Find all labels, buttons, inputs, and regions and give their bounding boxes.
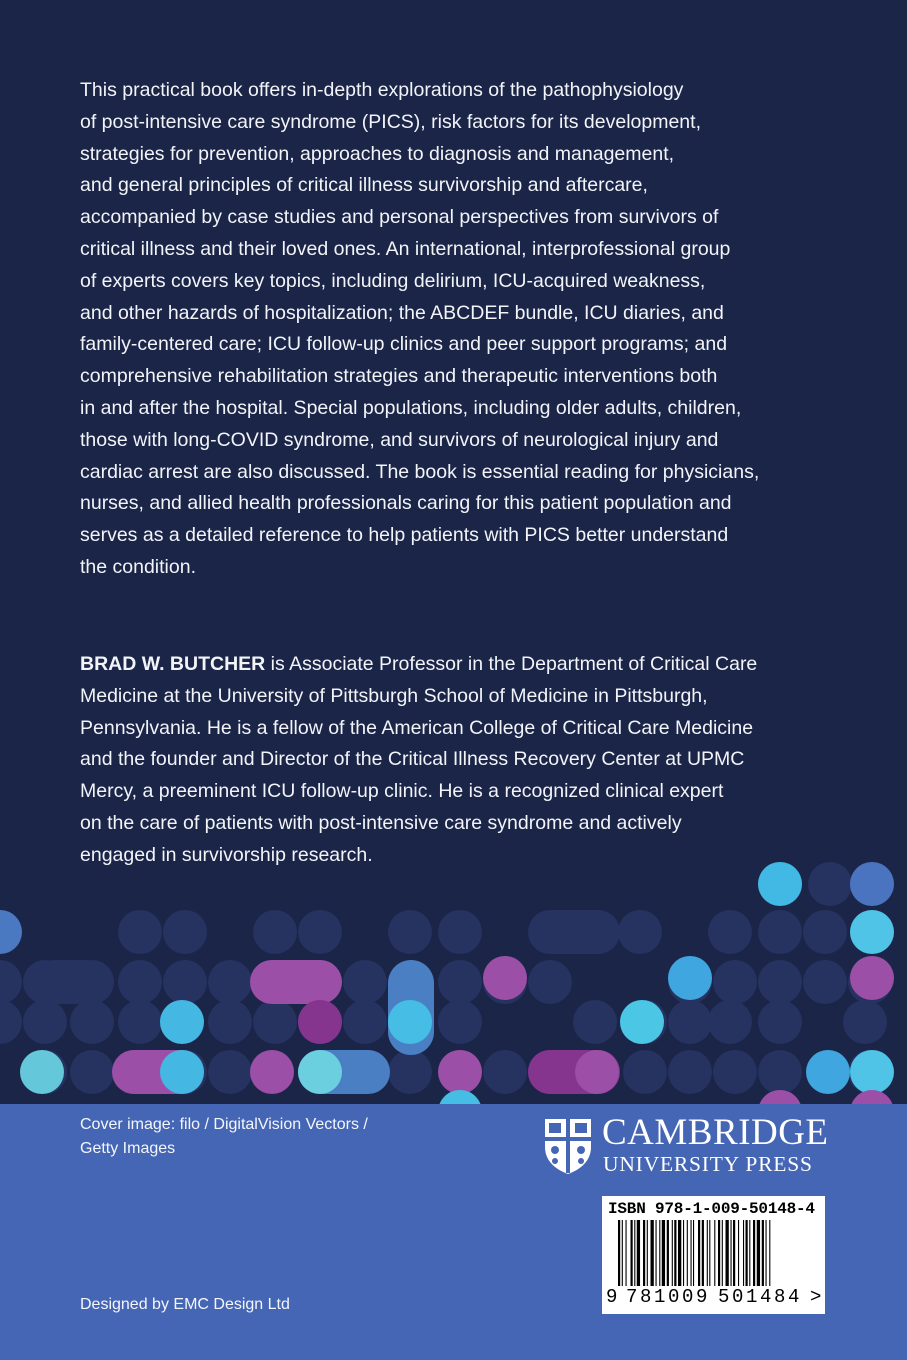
barcode-bar xyxy=(702,1220,704,1286)
author-bio-text: is Associate Professor in the Department of Critical Care xyxy=(265,653,758,675)
barcode-bar xyxy=(709,1220,710,1286)
barcode-bar xyxy=(618,1220,620,1286)
barcode-bar xyxy=(743,1220,744,1286)
barcode-bar xyxy=(643,1220,645,1286)
barcode-bar xyxy=(667,1220,669,1286)
description-line: accompanied by case studies and personal perspectives from survivors of xyxy=(80,206,719,229)
barcode-digit: 0 xyxy=(668,1286,680,1308)
barcode-digit: 0 xyxy=(732,1286,744,1308)
author-bio-line: on the care of patients with post-intensive care syndrome and actively xyxy=(80,811,682,834)
description-line: This practical book offers in-depth explorations of the pathophysiology xyxy=(80,79,684,101)
author-name: BRAD W. BUTCHER xyxy=(80,653,266,675)
description-line: those with long-COVID syndrome, and survivors of neurological injury and xyxy=(80,428,719,451)
barcode-bar xyxy=(622,1220,623,1286)
barcode-bar xyxy=(746,1220,748,1286)
barcode-bar xyxy=(714,1220,715,1286)
publisher-subtitle: UNIVERSITY PRESS xyxy=(603,1152,813,1176)
barcode-digit: 5 xyxy=(718,1286,730,1308)
barcode-bar xyxy=(631,1220,633,1286)
description-line: of experts covers key topics, including delirium, ICU-acquired weakness, xyxy=(80,269,706,292)
author-bio-line: Pennsylvania. He is a fellow of the American College of Critical Care Medicine xyxy=(80,716,754,739)
barcode-bar xyxy=(687,1220,688,1286)
author-bio-line: Mercy, a preeminent ICU follow-up clinic. He is a recognized clinical expert xyxy=(80,780,724,803)
barcode-bar xyxy=(707,1220,708,1286)
barcode-digit: 4 xyxy=(788,1286,800,1308)
isbn-barcode xyxy=(602,1196,825,1314)
author-bio-line: Medicine at the University of Pittsburgh School of Medicine in Pittsburgh, xyxy=(80,684,708,707)
barcode-bar xyxy=(769,1220,770,1286)
barcode-digit: 8 xyxy=(774,1286,786,1308)
book-description xyxy=(80,75,840,584)
barcode-bar xyxy=(733,1220,735,1286)
barcode-bar xyxy=(757,1220,760,1286)
barcode-bar xyxy=(693,1220,694,1286)
barcode-bar xyxy=(683,1220,684,1286)
author-bio-line: engaged in survivorship research. xyxy=(80,843,373,866)
barcode-bar xyxy=(698,1220,700,1286)
description-line: critical illness and their loved ones. An international, interprofessional group xyxy=(80,237,731,260)
description-line: serves as a detailed reference to help patients with PICS better understand xyxy=(80,524,729,547)
author-bio-line: and the founder and Director of the Critical Illness Recovery Center at UPMC xyxy=(80,748,745,771)
description-line: comprehensive rehabilitation strategies and therapeutic interventions both xyxy=(80,365,718,388)
description-line: the condition. xyxy=(80,555,197,578)
barcode-digit: 4 xyxy=(760,1286,772,1308)
isbn-label: ISBN 978-1-009-50148-4 xyxy=(608,1200,815,1218)
barcode-bar xyxy=(659,1220,660,1286)
barcode-bar xyxy=(731,1220,732,1286)
barcode-bar xyxy=(662,1220,665,1286)
description-line: nurses, and allied health professionals caring for this patient population and xyxy=(80,492,732,515)
description-line: strategies for prevention, approaches to diagnosis and management, xyxy=(80,142,675,165)
publisher-name: CAMBRIDGE xyxy=(602,1112,829,1153)
cover-image-credit xyxy=(80,1113,368,1161)
barcode-digit: 1 xyxy=(654,1286,666,1308)
barcode-bar xyxy=(749,1220,750,1286)
barcode-bar xyxy=(647,1220,648,1286)
author-bio xyxy=(80,649,840,872)
description-line: of post-intensive care syndrome (PICS), risk factors for its development, xyxy=(80,110,701,133)
designer-credit: Designed by EMC Design Ltd xyxy=(80,1296,290,1313)
barcode-bar xyxy=(722,1220,723,1286)
description-line: in and after the hospital. Special populations, including older adults, children, xyxy=(80,396,742,419)
barcode-bar xyxy=(718,1220,720,1286)
barcode-digit: 8 xyxy=(640,1286,652,1308)
barcode-digit: 9 xyxy=(606,1286,618,1308)
barcode-bar xyxy=(678,1220,681,1286)
description-line: cardiac arrest are also discussed. The book is essential reading for physicians, xyxy=(80,460,760,483)
university-shield-icon xyxy=(543,1117,593,1175)
cover-credit-line: Cover image: filo / DigitalVision Vectors / xyxy=(80,1116,368,1133)
decorative-dot-pattern xyxy=(0,850,907,1110)
barcode-digit: 9 xyxy=(696,1286,708,1308)
cover-credit-line: Getty Images xyxy=(80,1140,176,1157)
barcode-bar xyxy=(726,1220,729,1286)
barcode-bar xyxy=(738,1220,739,1286)
barcode-bar xyxy=(674,1220,676,1286)
barcode-bar xyxy=(672,1220,673,1286)
description-line: and general principles of critical illness survivorship and aftercare, xyxy=(80,174,648,197)
barcode-bar xyxy=(753,1220,755,1286)
barcode-bar xyxy=(634,1220,635,1286)
barcode-digit: 1 xyxy=(746,1286,758,1308)
barcode-bar xyxy=(691,1220,692,1286)
barcode-digit: 7 xyxy=(626,1286,638,1308)
barcode-bars xyxy=(602,1220,825,1290)
barcode-bar xyxy=(651,1220,654,1286)
description-line: family-centered care; ICU follow-up clinics and peer support programs; and xyxy=(80,333,728,356)
description-line: and other hazards of hospitalization; the ABCDEF bundle, ICU diaries, and xyxy=(80,301,724,324)
barcode-bar xyxy=(762,1220,764,1286)
barcode-bar xyxy=(766,1220,767,1286)
barcode-bar xyxy=(637,1220,640,1286)
barcode-bar xyxy=(656,1220,657,1286)
barcode-digit: 0 xyxy=(682,1286,694,1308)
author-bio-first-line xyxy=(80,649,840,681)
barcode-bar xyxy=(626,1220,627,1286)
barcode-digit: > xyxy=(810,1286,822,1308)
